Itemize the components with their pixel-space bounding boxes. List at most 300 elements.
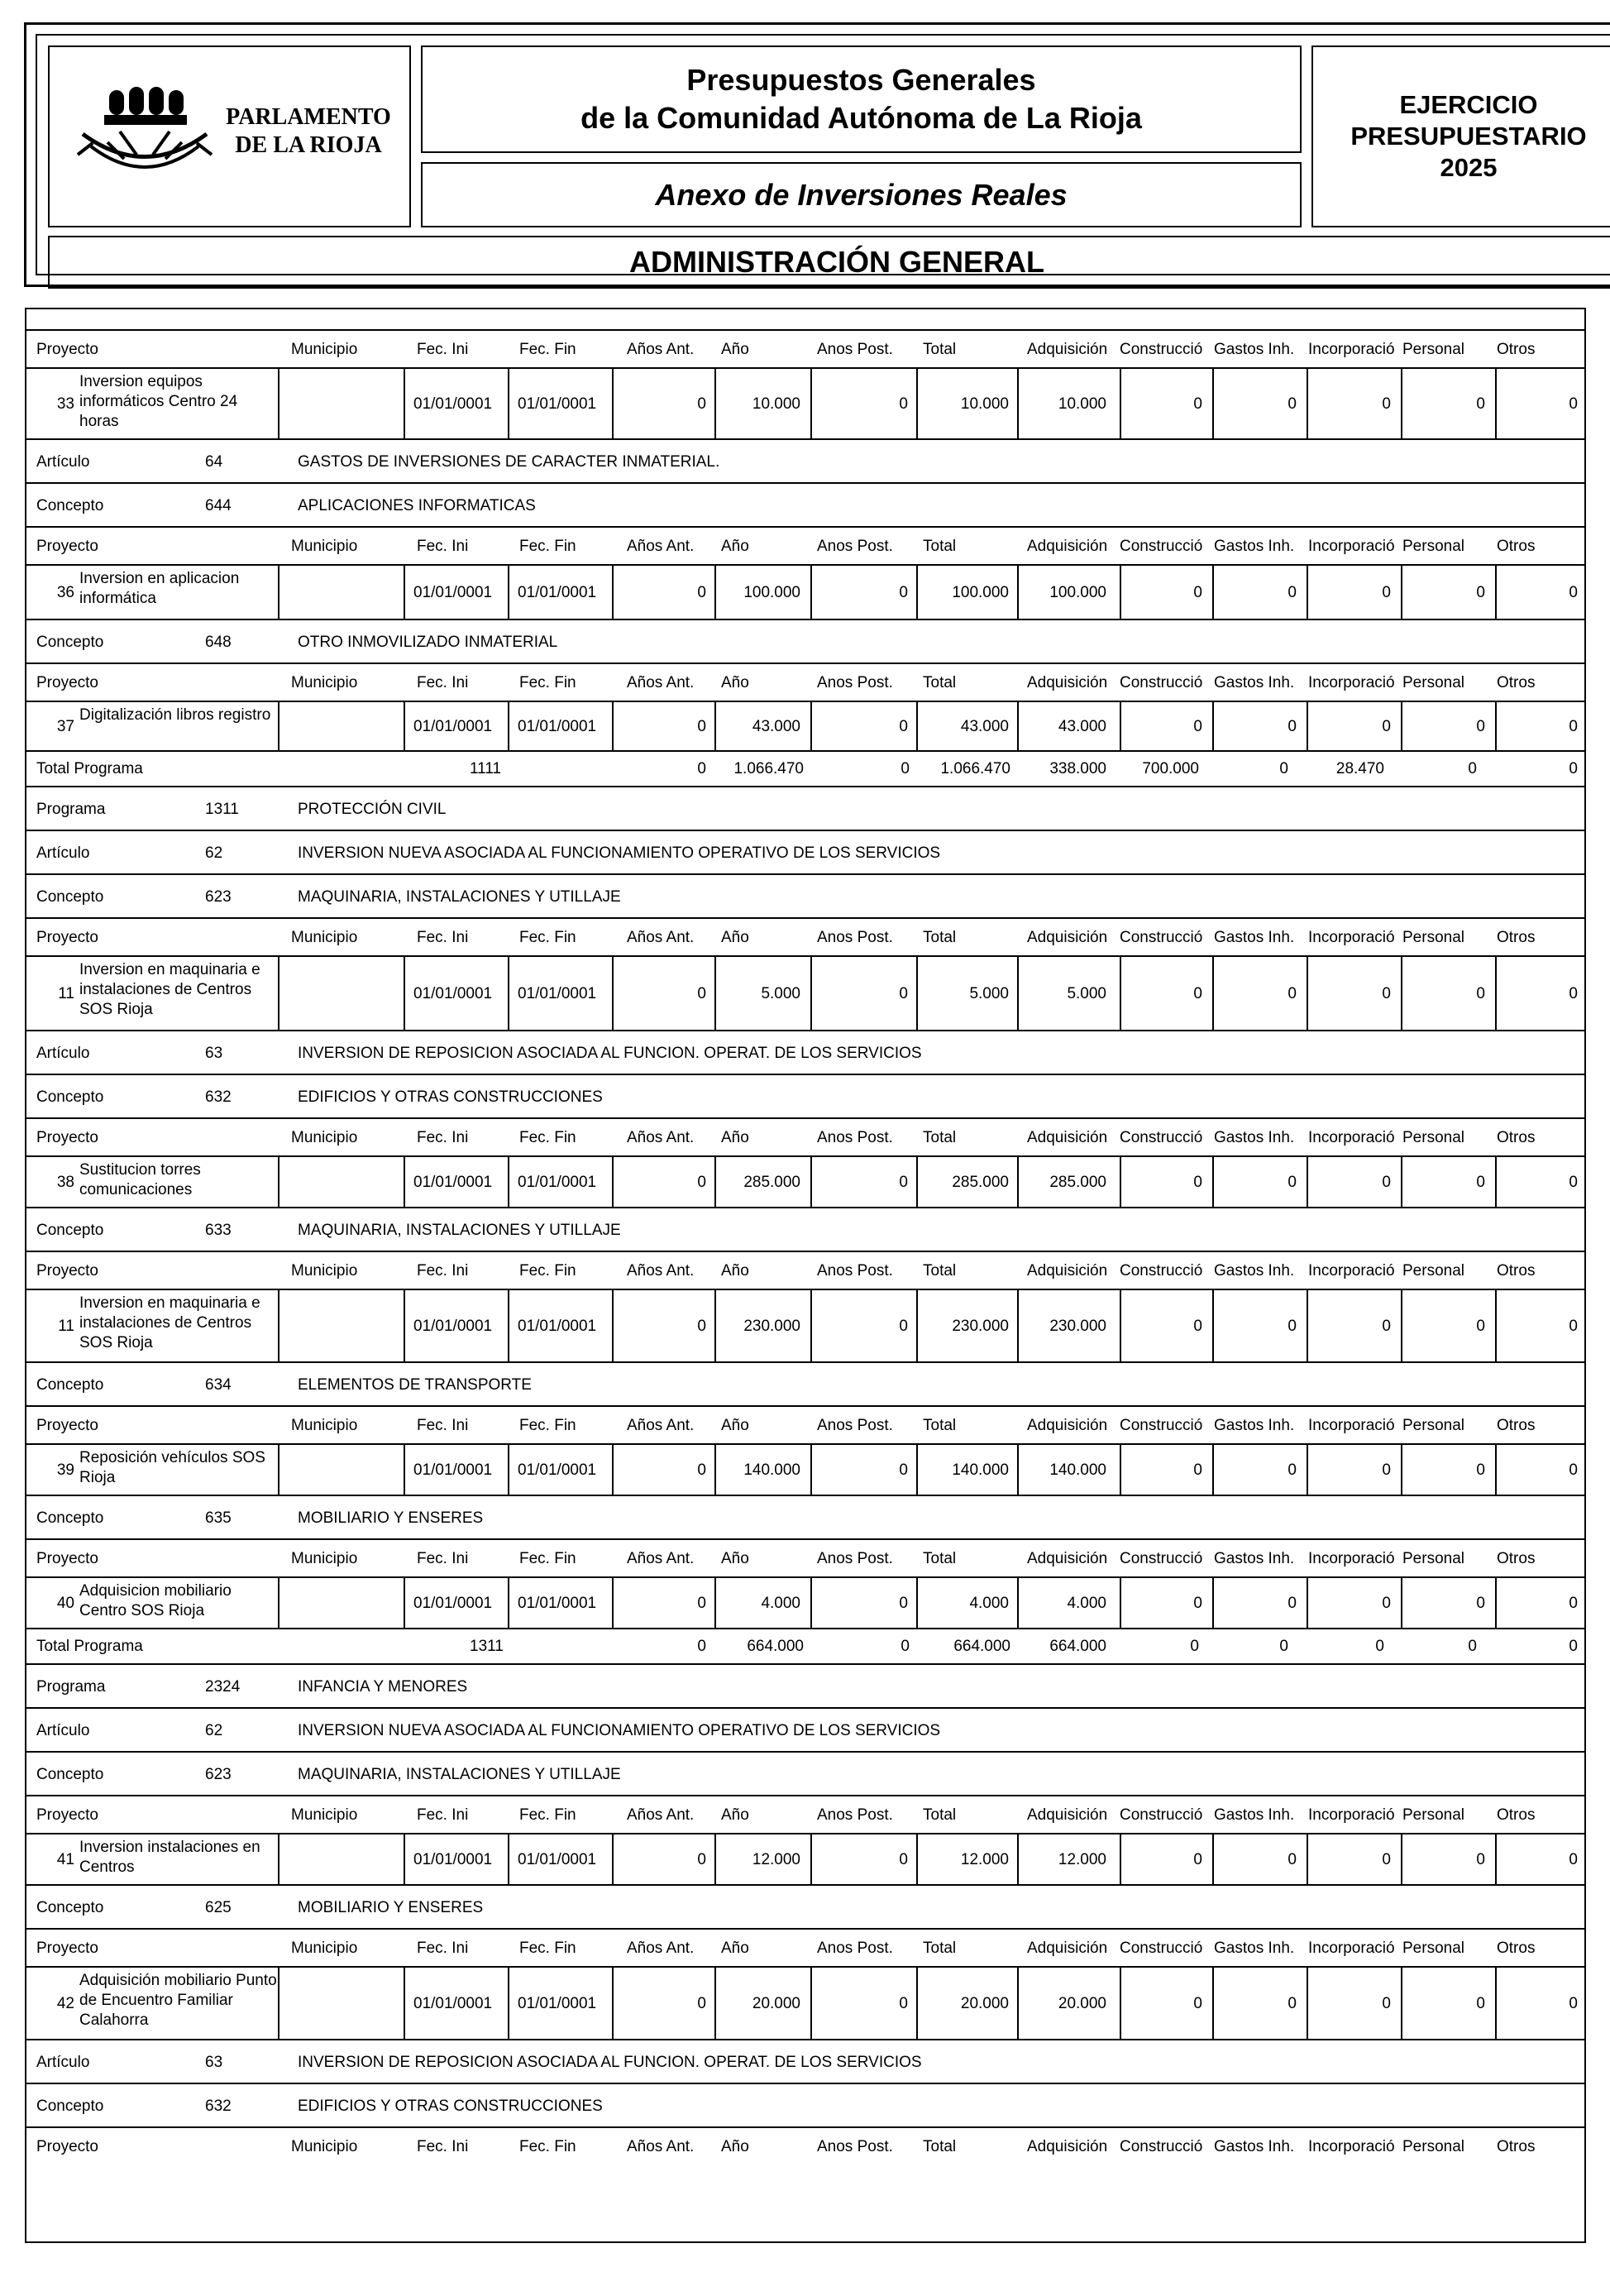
- total-otr: 0: [1569, 760, 1578, 777]
- project-otr: 0: [1569, 584, 1578, 601]
- cell-divider: [278, 702, 279, 750]
- project-adq: 10.000: [1058, 395, 1106, 413]
- project-adq: 5.000: [1067, 985, 1106, 1002]
- column-header: Personal: [1402, 1417, 1464, 1434]
- group-description: MAQUINARIA, INSTALACIONES Y UTILLAJE: [298, 1222, 621, 1239]
- title-box: [421, 45, 1302, 153]
- column-header: Fec. Ini: [417, 1550, 469, 1567]
- column-header: Total: [923, 674, 957, 691]
- column-header: Incorporació: [1308, 1940, 1395, 1957]
- cell-divider: [1120, 369, 1121, 438]
- cell-divider: [1120, 1968, 1121, 2039]
- column-header: Construcció: [1120, 2138, 1203, 2155]
- column-header: Fec. Ini: [417, 1806, 469, 1824]
- cell-divider: [1212, 1290, 1214, 1361]
- cell-divider: [1401, 1578, 1402, 1628]
- project-name: Inversion en maquinaria e instalaciones de Centros SOS Rioja: [79, 1294, 260, 1351]
- group-description: MAQUINARIA, INSTALACIONES Y UTILLAJE: [298, 888, 621, 906]
- project-cons: 0: [1193, 1595, 1202, 1612]
- cell-divider: [612, 957, 614, 1030]
- column-header: Año: [721, 1129, 749, 1146]
- project-adq: 230.000: [1049, 1318, 1106, 1335]
- column-header: Proyecto: [36, 1940, 98, 1957]
- group-label: Concepto: [36, 1766, 104, 1783]
- column-header: Años Ant.: [627, 1806, 695, 1824]
- project-anio: 5.000: [761, 985, 800, 1002]
- total-label: Total Programa: [36, 1638, 143, 1655]
- column-header: Gastos Inh.: [1214, 2138, 1295, 2155]
- group-description: INVERSION NUEVA ASOCIADA AL FUNCIONAMIENTO OPERATIVO DE LOS SERVICIOS: [298, 844, 941, 862]
- total-label: Total Programa: [36, 760, 143, 777]
- column-header: Municipio: [291, 538, 358, 555]
- cell-divider: [1495, 369, 1497, 438]
- column-header: Año: [721, 674, 749, 691]
- column-header: Fec. Fin: [519, 929, 576, 946]
- column-header: Otros: [1497, 1550, 1536, 1567]
- column-header: Otros: [1497, 341, 1536, 358]
- total-otr: 0: [1569, 1638, 1578, 1655]
- cell-divider: [1401, 1445, 1402, 1495]
- cell-divider: [1017, 369, 1019, 438]
- cell-divider: [404, 1834, 405, 1884]
- cell-divider: [404, 566, 405, 619]
- project-total: 4.000: [969, 1595, 1009, 1612]
- column-header: Adquisición: [1027, 1417, 1108, 1434]
- column-header: Total: [923, 1550, 957, 1567]
- column-header-row: [26, 2128, 1584, 2166]
- group-row: [26, 875, 1584, 919]
- total-gas: 0: [1279, 1638, 1288, 1655]
- header-frame: [36, 34, 1610, 279]
- total-code: 1311: [470, 1638, 504, 1655]
- column-header: Incorporació: [1308, 1417, 1395, 1434]
- column-header: Fec. Ini: [417, 1129, 469, 1146]
- cell-divider: [810, 1578, 812, 1628]
- cell-divider: [1212, 957, 1214, 1030]
- total-post: 0: [901, 1638, 910, 1655]
- column-header: Fec. Fin: [519, 1417, 576, 1434]
- project-post: 0: [899, 1174, 908, 1191]
- project-end-date: 01/01/0001: [518, 1174, 597, 1191]
- cell-divider: [404, 957, 405, 1030]
- project-row: [26, 1445, 1584, 1496]
- project-end-date: 01/01/0001: [518, 584, 597, 601]
- cell-divider: [714, 1445, 716, 1495]
- project-gas: 0: [1288, 584, 1297, 601]
- group-description: GASTOS DE INVERSIONES DE CARACTER INMATERIAL.: [298, 453, 720, 471]
- document-header: [24, 22, 1610, 287]
- cell-divider: [404, 1445, 405, 1495]
- cell-divider: [1495, 957, 1497, 1030]
- group-row: [26, 2084, 1584, 2128]
- group-code: 63: [205, 2054, 223, 2071]
- column-header: Incorporació: [1308, 538, 1395, 555]
- column-header: Anos Post.: [817, 341, 893, 358]
- project-row: [26, 566, 1584, 620]
- column-header-row: [26, 528, 1584, 566]
- group-description: MOBILIARIO Y ENSERES: [298, 1509, 484, 1527]
- project-start-date: 01/01/0001: [413, 395, 493, 413]
- cell-divider: [278, 1578, 279, 1628]
- project-per: 0: [1476, 1174, 1485, 1191]
- project-start-date: 01/01/0001: [413, 1174, 493, 1191]
- group-row: [26, 1363, 1584, 1407]
- cell-divider: [508, 1578, 509, 1628]
- cell-divider: [1120, 957, 1121, 1030]
- project-post: 0: [899, 1318, 908, 1335]
- cell-divider: [1120, 1290, 1121, 1361]
- column-header: Otros: [1497, 538, 1536, 555]
- cell-divider: [404, 1290, 405, 1361]
- cell-divider: [916, 1834, 918, 1884]
- column-header: Proyecto: [36, 1550, 98, 1567]
- column-header: Fec. Fin: [519, 2138, 576, 2155]
- project-gas: 0: [1288, 1851, 1297, 1868]
- column-header: Proyecto: [36, 341, 98, 358]
- cell-divider: [1212, 369, 1214, 438]
- cell-divider: [1017, 1157, 1019, 1207]
- group-code: 62: [205, 1722, 223, 1739]
- cell-divider: [612, 566, 614, 619]
- group-row: [26, 1665, 1584, 1709]
- cell-divider: [916, 957, 918, 1030]
- cell-divider: [1401, 566, 1402, 619]
- cell-divider: [1120, 1445, 1121, 1495]
- cell-divider: [714, 1290, 716, 1361]
- column-header: Municipio: [291, 2138, 358, 2155]
- group-row: [26, 1075, 1584, 1119]
- project-number: 11: [58, 1318, 74, 1335]
- project-name: Digitalización libros registro: [79, 706, 271, 724]
- cell-divider: [1307, 1968, 1308, 2039]
- cell-divider: [1401, 1834, 1402, 1884]
- column-header: Gastos Inh.: [1214, 1262, 1295, 1280]
- column-header: Adquisición: [1027, 674, 1108, 691]
- column-header-row: [26, 331, 1584, 369]
- project-ant: 0: [697, 1461, 706, 1479]
- cell-divider: [508, 702, 509, 750]
- group-code: 632: [205, 2097, 232, 2115]
- column-header: Fec. Ini: [417, 1417, 469, 1434]
- project-inc: 0: [1382, 1461, 1391, 1479]
- project-number: 37: [56, 718, 74, 735]
- cell-divider: [1495, 1834, 1497, 1884]
- project-ant: 0: [697, 1318, 706, 1335]
- project-ant: 0: [697, 1174, 706, 1191]
- column-header: Anos Post.: [817, 1129, 893, 1146]
- column-header: Fec. Ini: [417, 674, 469, 691]
- cell-divider: [714, 566, 716, 619]
- column-header: Adquisición: [1027, 929, 1108, 946]
- group-code: 623: [205, 888, 232, 906]
- cell-divider: [810, 369, 812, 438]
- project-post: 0: [899, 1995, 908, 2012]
- column-header: Fec. Ini: [417, 1940, 469, 1957]
- column-header: Total: [923, 1940, 957, 1957]
- column-header-row: [26, 919, 1584, 957]
- project-name: Sustitucion torres comunicaciones: [79, 1161, 201, 1198]
- column-header: Construcció: [1120, 1806, 1203, 1824]
- cell-divider: [714, 1834, 716, 1884]
- column-header: Incorporació: [1308, 929, 1395, 946]
- column-header: Incorporació: [1308, 2138, 1395, 2155]
- total-inc: 0: [1375, 1638, 1384, 1655]
- cell-divider: [916, 1445, 918, 1495]
- project-adq: 12.000: [1058, 1851, 1106, 1868]
- project-post: 0: [899, 584, 908, 601]
- cell-divider: [1307, 1157, 1308, 1207]
- cell-divider: [1120, 1157, 1121, 1207]
- project-anio: 43.000: [752, 718, 800, 735]
- column-header: Total: [923, 538, 957, 555]
- project-cons: 0: [1193, 1174, 1202, 1191]
- project-inc: 0: [1382, 584, 1391, 601]
- cell-divider: [1495, 1157, 1497, 1207]
- project-end-date: 01/01/0001: [518, 1851, 597, 1868]
- column-header: Construcció: [1120, 929, 1203, 946]
- group-row: [26, 620, 1584, 664]
- project-inc: 0: [1382, 1318, 1391, 1335]
- project-cons: 0: [1193, 1851, 1202, 1868]
- column-header: Anos Post.: [817, 1806, 893, 1824]
- column-header: Anos Post.: [817, 929, 893, 946]
- project-otr: 0: [1569, 1595, 1578, 1612]
- column-header: Fec. Fin: [519, 1129, 576, 1146]
- project-ant: 0: [697, 985, 706, 1002]
- column-header: Fec. Fin: [519, 1806, 576, 1824]
- column-header: Personal: [1402, 1806, 1464, 1824]
- project-inc: 0: [1382, 718, 1391, 735]
- group-label: Concepto: [36, 497, 104, 514]
- column-header: Gastos Inh.: [1214, 1417, 1295, 1434]
- column-header: Personal: [1402, 2138, 1464, 2155]
- column-header: Personal: [1402, 1550, 1464, 1567]
- project-anio: 100.000: [743, 584, 800, 601]
- group-code: 64: [205, 453, 223, 471]
- total-per: 0: [1468, 760, 1477, 777]
- cell-divider: [278, 1290, 279, 1361]
- column-header: Personal: [1402, 1940, 1464, 1957]
- project-adq: 43.000: [1058, 718, 1106, 735]
- cell-divider: [810, 702, 812, 750]
- column-header: Municipio: [291, 1550, 358, 1567]
- column-header: Gastos Inh.: [1214, 1550, 1295, 1567]
- cell-divider: [612, 702, 614, 750]
- project-row: [26, 1157, 1584, 1208]
- cell-divider: [1017, 1290, 1019, 1361]
- cell-divider: [1120, 1578, 1121, 1628]
- column-header: Anos Post.: [817, 538, 893, 555]
- column-header: Adquisición: [1027, 341, 1108, 358]
- total-total: 1.066.470: [940, 760, 1010, 777]
- total-code: 1111: [470, 760, 502, 777]
- logo-line2: DE LA RIOJA: [235, 132, 382, 158]
- cell-divider: [278, 1445, 279, 1495]
- column-header: Otros: [1497, 1129, 1536, 1146]
- cell-divider: [1120, 702, 1121, 750]
- column-header-row: [26, 1540, 1584, 1578]
- column-header-row: [26, 1930, 1584, 1968]
- project-otr: 0: [1569, 1174, 1578, 1191]
- cell-divider: [1307, 702, 1308, 750]
- cell-divider: [404, 1578, 405, 1628]
- group-code: 634: [205, 1376, 232, 1394]
- group-code: 2324: [205, 1678, 241, 1696]
- cell-divider: [916, 1157, 918, 1207]
- section-title: ADMINISTRACIÓN GENERAL: [48, 236, 1610, 289]
- project-per: 0: [1476, 1995, 1485, 2012]
- project-per: 0: [1476, 985, 1485, 1002]
- logo-text: [213, 103, 404, 160]
- project-row: [26, 702, 1584, 752]
- cell-divider: [1017, 566, 1019, 619]
- column-header: Otros: [1497, 1806, 1536, 1824]
- cell-divider: [612, 1157, 614, 1207]
- column-header: Adquisición: [1027, 538, 1108, 555]
- column-header: Años Ant.: [627, 1262, 695, 1280]
- group-description: MAQUINARIA, INSTALACIONES Y UTILLAJE: [298, 1766, 621, 1783]
- subtitle: Anexo de Inversiones Reales: [421, 162, 1302, 227]
- project-anio: 4.000: [761, 1595, 800, 1612]
- column-header: Gastos Inh.: [1214, 1940, 1295, 1957]
- cell-divider: [810, 1445, 812, 1495]
- project-cons: 0: [1193, 1318, 1202, 1335]
- project-name: Inversion equipos informáticos Centro 24 horas: [79, 373, 238, 430]
- project-name: Inversion en aplicacion informática: [79, 570, 240, 607]
- cell-divider: [1212, 702, 1214, 750]
- project-start-date: 01/01/0001: [413, 718, 493, 735]
- column-header: Año: [721, 1940, 749, 1957]
- group-description: ELEMENTOS DE TRANSPORTE: [298, 1376, 532, 1394]
- project-row: [26, 1290, 1584, 1363]
- cell-divider: [508, 1445, 509, 1495]
- cell-divider: [1307, 369, 1308, 438]
- project-otr: 0: [1569, 1461, 1578, 1479]
- ejercicio-line1: EJERCICIO: [1399, 90, 1538, 119]
- column-header: Fec. Ini: [417, 341, 469, 358]
- project-end-date: 01/01/0001: [518, 718, 597, 735]
- cell-divider: [278, 957, 279, 1030]
- column-header: Anos Post.: [817, 1262, 893, 1280]
- cell-divider: [278, 369, 279, 438]
- project-adq: 100.000: [1049, 584, 1106, 601]
- total-post: 0: [901, 760, 910, 777]
- column-header: Años Ant.: [627, 674, 695, 691]
- column-header: Total: [923, 1129, 957, 1146]
- project-total: 285.000: [952, 1174, 1009, 1191]
- group-row: [26, 1031, 1584, 1075]
- cell-divider: [1401, 1290, 1402, 1361]
- column-header: Anos Post.: [817, 1940, 893, 1957]
- group-code: 633: [205, 1222, 232, 1239]
- project-cons: 0: [1193, 584, 1202, 601]
- project-row: [26, 1578, 1584, 1629]
- cell-divider: [1495, 566, 1497, 619]
- group-description: OTRO INMOVILIZADO INMATERIAL: [298, 634, 558, 651]
- column-header: Gastos Inh.: [1214, 929, 1295, 946]
- cell-divider: [1401, 369, 1402, 438]
- ejercicio-year: 2025: [1440, 153, 1498, 182]
- project-per: 0: [1476, 395, 1485, 413]
- project-otr: 0: [1569, 1851, 1578, 1868]
- project-per: 0: [1476, 584, 1485, 601]
- column-header: Año: [721, 1806, 749, 1824]
- column-header: Fec. Fin: [519, 1262, 576, 1280]
- column-header: Proyecto: [36, 2138, 98, 2155]
- project-total: 5.000: [969, 985, 1009, 1002]
- cell-divider: [1495, 1290, 1497, 1361]
- cell-divider: [1017, 1968, 1019, 2039]
- group-label: Artículo: [36, 1045, 90, 1062]
- column-header: Personal: [1402, 538, 1464, 555]
- project-ant: 0: [697, 1851, 706, 1868]
- cell-divider: [612, 1578, 614, 1628]
- project-otr: 0: [1569, 395, 1578, 413]
- group-code: 635: [205, 1509, 232, 1527]
- column-header: Año: [721, 1550, 749, 1567]
- total-anio: 1.066.470: [733, 760, 804, 777]
- column-header: Años Ant.: [627, 1129, 695, 1146]
- group-code: 1311: [205, 801, 239, 818]
- group-label: Concepto: [36, 1899, 104, 1916]
- column-header: Total: [923, 2138, 957, 2155]
- cell-divider: [1495, 702, 1497, 750]
- cell-divider: [714, 702, 716, 750]
- group-description: EDIFICIOS Y OTRAS CONSTRUCCIONES: [298, 2097, 603, 2115]
- column-header: Adquisición: [1027, 1550, 1108, 1567]
- project-end-date: 01/01/0001: [518, 985, 597, 1002]
- cell-divider: [1017, 1578, 1019, 1628]
- project-total: 43.000: [960, 718, 1009, 735]
- project-start-date: 01/01/0001: [413, 1461, 493, 1479]
- column-header: Personal: [1402, 929, 1464, 946]
- project-row: [26, 957, 1584, 1031]
- cell-divider: [508, 1290, 509, 1361]
- column-header: Total: [923, 341, 957, 358]
- title-line2: de la Comunidad Autónoma de La Rioja: [580, 101, 1142, 135]
- project-otr: 0: [1569, 1318, 1578, 1335]
- column-header: Gastos Inh.: [1214, 1806, 1295, 1824]
- group-label: Concepto: [36, 1222, 104, 1239]
- project-per: 0: [1476, 1461, 1485, 1479]
- project-gas: 0: [1288, 1318, 1297, 1335]
- project-otr: 0: [1569, 1995, 1578, 2012]
- group-row: [26, 2040, 1584, 2084]
- column-header: Anos Post.: [817, 674, 893, 691]
- project-cons: 0: [1193, 1461, 1202, 1479]
- column-header: Construcció: [1120, 538, 1203, 555]
- group-label: Artículo: [36, 1722, 90, 1739]
- project-inc: 0: [1382, 985, 1391, 1002]
- project-adq: 20.000: [1058, 1995, 1106, 2012]
- group-label: Programa: [36, 801, 106, 818]
- column-header: Municipio: [291, 1417, 358, 1434]
- cell-divider: [508, 566, 509, 619]
- column-header: Incorporació: [1308, 341, 1395, 358]
- project-start-date: 01/01/0001: [413, 584, 493, 601]
- cell-divider: [1401, 957, 1402, 1030]
- cell-divider: [714, 1968, 716, 2039]
- column-header: Proyecto: [36, 1129, 98, 1146]
- project-gas: 0: [1288, 395, 1297, 413]
- column-header: Anos Post.: [817, 1550, 893, 1567]
- project-inc: 0: [1382, 1595, 1391, 1612]
- column-header-row: [26, 1119, 1584, 1157]
- project-post: 0: [899, 1595, 908, 1612]
- group-code: 62: [205, 844, 223, 862]
- project-number: 39: [56, 1461, 74, 1479]
- column-header: Fec. Fin: [519, 1940, 576, 1957]
